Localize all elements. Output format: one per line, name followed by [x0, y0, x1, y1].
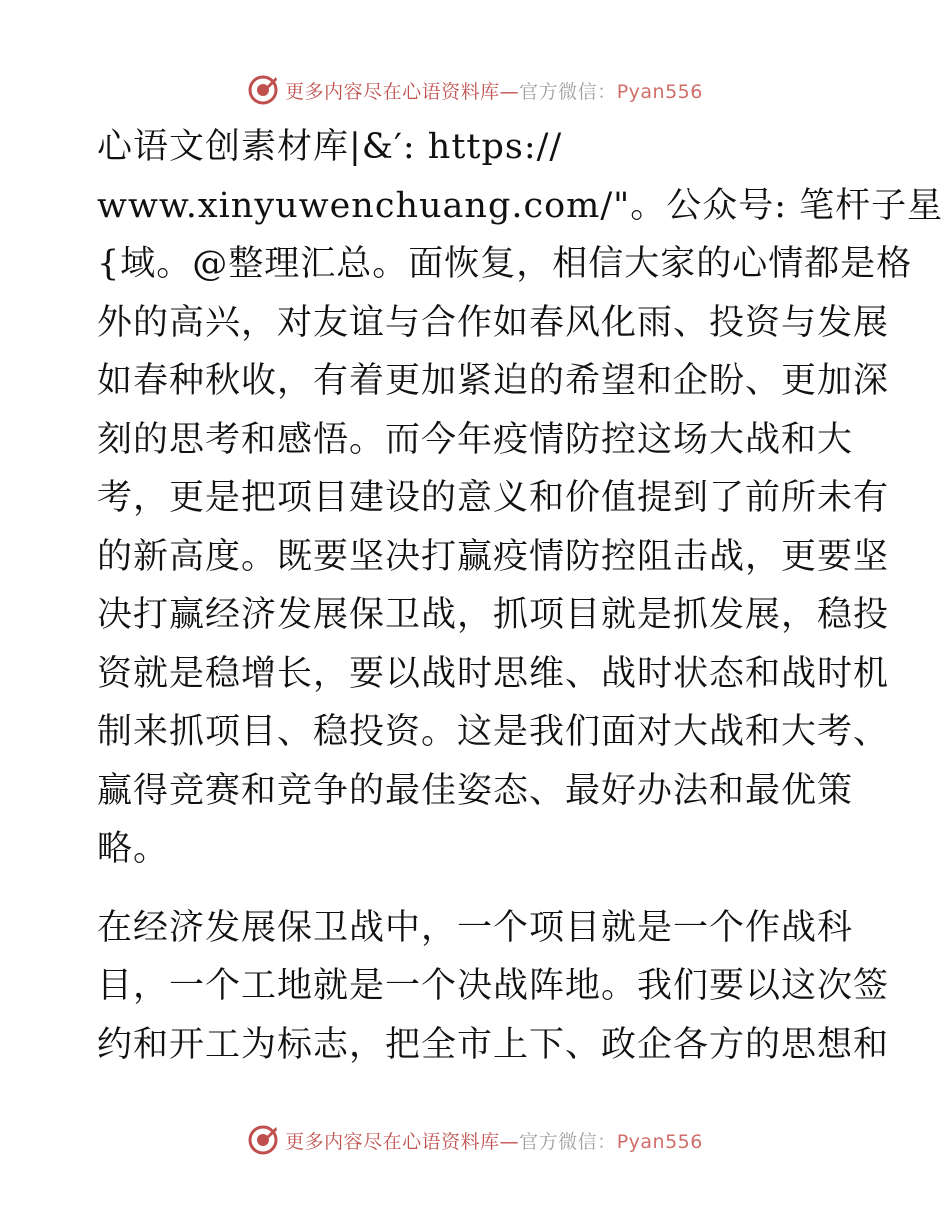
- watermark-main-text: 更多内容尽在心语资料库: [285, 80, 500, 103]
- watermark-brand: 官方微信: [519, 80, 598, 103]
- document-body: [97, 118, 944, 1074]
- text-line: 在经济发展保卫战中，一个项目就是一个作战科: [97, 907, 854, 948]
- text-line: 的新高度。既要坚决打赢疫情防控阻击战，更要坚: [97, 536, 890, 577]
- watermark-main-text: 更多内容尽在心语资料库: [285, 1130, 500, 1153]
- text-line: 外的高兴，对友谊与合作如春风化雨、投资与发展: [97, 302, 890, 343]
- text-line: {域。@整理汇总。面恢复，相信大家的心情都是格: [97, 244, 913, 284]
- text-line: 赢得竞赛和竞争的最佳姿态、最好办法和最优策: [97, 770, 854, 811]
- text-line: 决打赢经济发展保卫战，抓项目就是抓发展，稳投: [97, 595, 890, 635]
- watermark-dash: —: [499, 80, 520, 103]
- text-line: 目，一个工地就是一个决战阵地。我们要以这次签: [97, 966, 890, 1006]
- footer-watermark-banner: [0, 1120, 950, 1160]
- paragraph-2: [97, 899, 890, 1075]
- text-line: 如春种秋收，有着更加紧迫的希望和企盼、更加深: [97, 361, 890, 401]
- text-line: www.xinyuwenchuang.com/"。公众号: 笔杆子星: [97, 185, 944, 226]
- watermark-separator: ：: [597, 80, 617, 103]
- text-line: 约和开工为标志，把全市上下、政企各方的思想和: [97, 1024, 890, 1065]
- pen-logo-icon: [247, 74, 279, 106]
- watermark-text: [285, 1127, 703, 1154]
- text-line: 刻的思考和感悟。而今年疫情防控这场大战和大: [97, 419, 854, 460]
- text-line: 略。: [97, 829, 170, 869]
- watermark-wechat-id: Pyan556: [616, 80, 703, 103]
- watermark-wechat-id: Pyan556: [616, 1130, 703, 1153]
- header-watermark-banner: [0, 70, 950, 110]
- paragraph-1: [97, 118, 944, 879]
- text-line: 心语文创素材库|&′: https://: [97, 127, 563, 167]
- pen-logo-icon: [247, 1124, 279, 1156]
- watermark-dash: —: [499, 1130, 520, 1153]
- text-line: 资就是稳增长，要以战时思维、战时状态和战时机: [97, 653, 890, 694]
- text-line: 制来抓项目、稳投资。这是我们面对大战和大考、: [97, 712, 890, 752]
- watermark-text: [285, 77, 703, 104]
- watermark-brand: 官方微信: [519, 1130, 598, 1153]
- watermark-separator: ：: [597, 1130, 617, 1153]
- text-line: 考，更是把项目建设的意义和价值提到了前所未有: [97, 478, 890, 518]
